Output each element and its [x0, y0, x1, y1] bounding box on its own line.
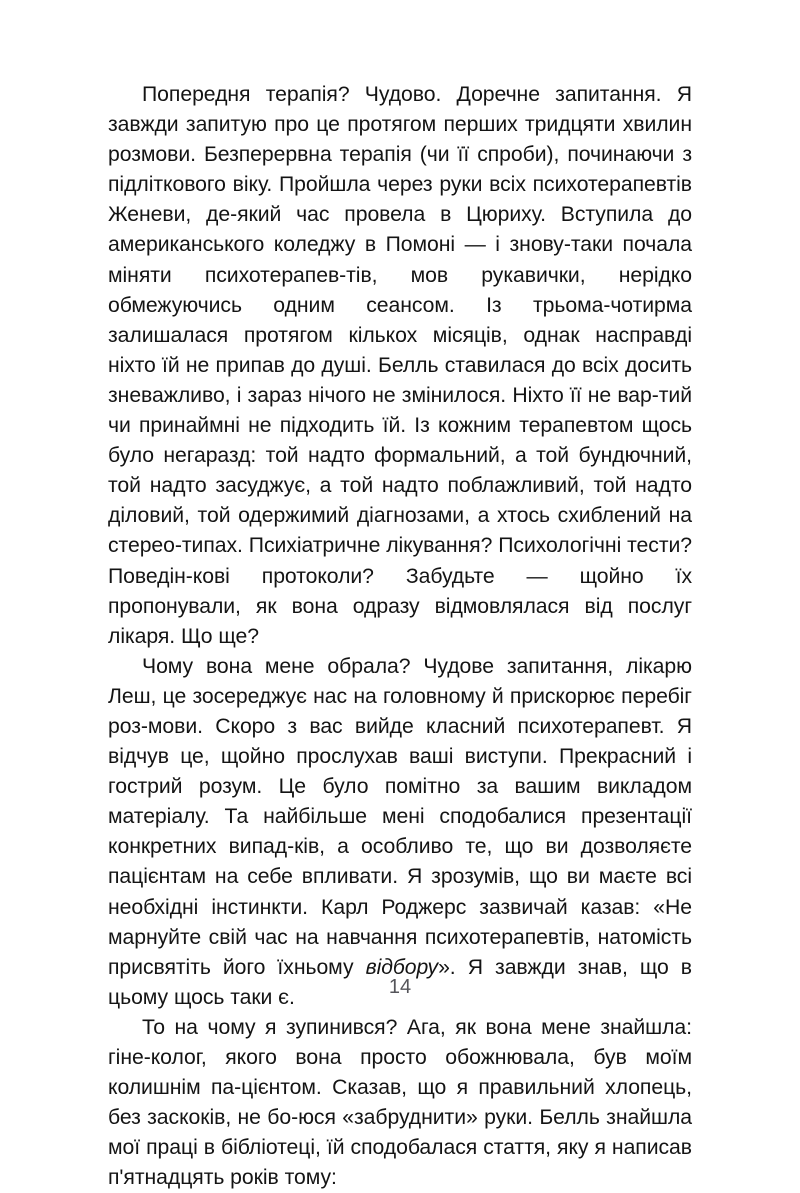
- paragraph-2: [108, 652, 692, 1013]
- paragraph-3: То на чому я зупинився? Ага, як вона мене знайшла: гіне-колог, якого вона просто обожнювала, був моїм колишнім па-цієнтом. Сказав, що я правильний хлопець, без заскоків, не бо-юся «забруднити» руки. Белль знайшла мої праці в бібліотеці, їй сподобалася стаття, яку я написав п'ятнадцять років тому:: [108, 1015, 692, 1190]
- paragraph-2-italic-emphasis: відбору: [365, 955, 439, 979]
- page-text-block: [108, 80, 692, 1193]
- paragraph-2-text-after-italic: ». Я завжди знав, що в цьому щось таки є.: [108, 955, 693, 1009]
- paragraph-2-text-before-italic: Чому вона мене обрала? Чудове запитання, лікарю Леш, це зосереджує нас на головному й прискорює перебіг роз-мови. Скоро з вас вийде класний психотерапевт. Я відчув це, щойно прослухав ваші виступи. Прекрасний і гострий розум. Це було помітно за вашим викладом матеріалу. Та найбільше мені сподобалися презентації конкретних випад-ків, а особливо те, що ви дозволяєте пацієнтам на себе впливати. Я зрозумів, що ви маєте всі необхідні інстинкти. Карл Роджерс зазвичай казав: «Не марнуйте свій час на навчання психотерапевтів, натомість присвятіть його їхньому: [108, 654, 692, 979]
- paragraph-1: Попередня терапія? Чудово. Доречне запитання. Я завжди запитую про це протягом перших тридцяти хвилин розмови. Безперервна терапія (чи її спроби), починаючи з підліткового віку. Пройшла через руки всіх психотерапевтів Женеви, де-який час провела в Цюриху. Вступила до американського коледжу в Помоні — і знову-таки почала міняти психотерапев-тів, мов рукавички, нерідко обмежуючись одним сеансом. Із трьома-чотирма залишалася протягом кількох місяців, однак насправді ніхто їй не припав до душі. Белль ставилася до всіх досить зневажливо, і зараз нічого не змінилося. Ніхто її не вар-тий чи принаймні не підходить їй. Із кожним терапевтом щось було негаразд: той надто формальний, а той бундючний, той надто засуджує, а той надто поблажливий, той надто діловий, той одержимий діагнозами, а хтось схиблений на стерео-типах. Психіатричне лікування? Психологічні тести? Поведін-кові протоколи? Забудьте — щойно їх пропонували, як вона одразу відмовлялася від послуг лікаря. Що ще?: [108, 83, 692, 648]
- page-number: 14: [388, 976, 412, 998]
